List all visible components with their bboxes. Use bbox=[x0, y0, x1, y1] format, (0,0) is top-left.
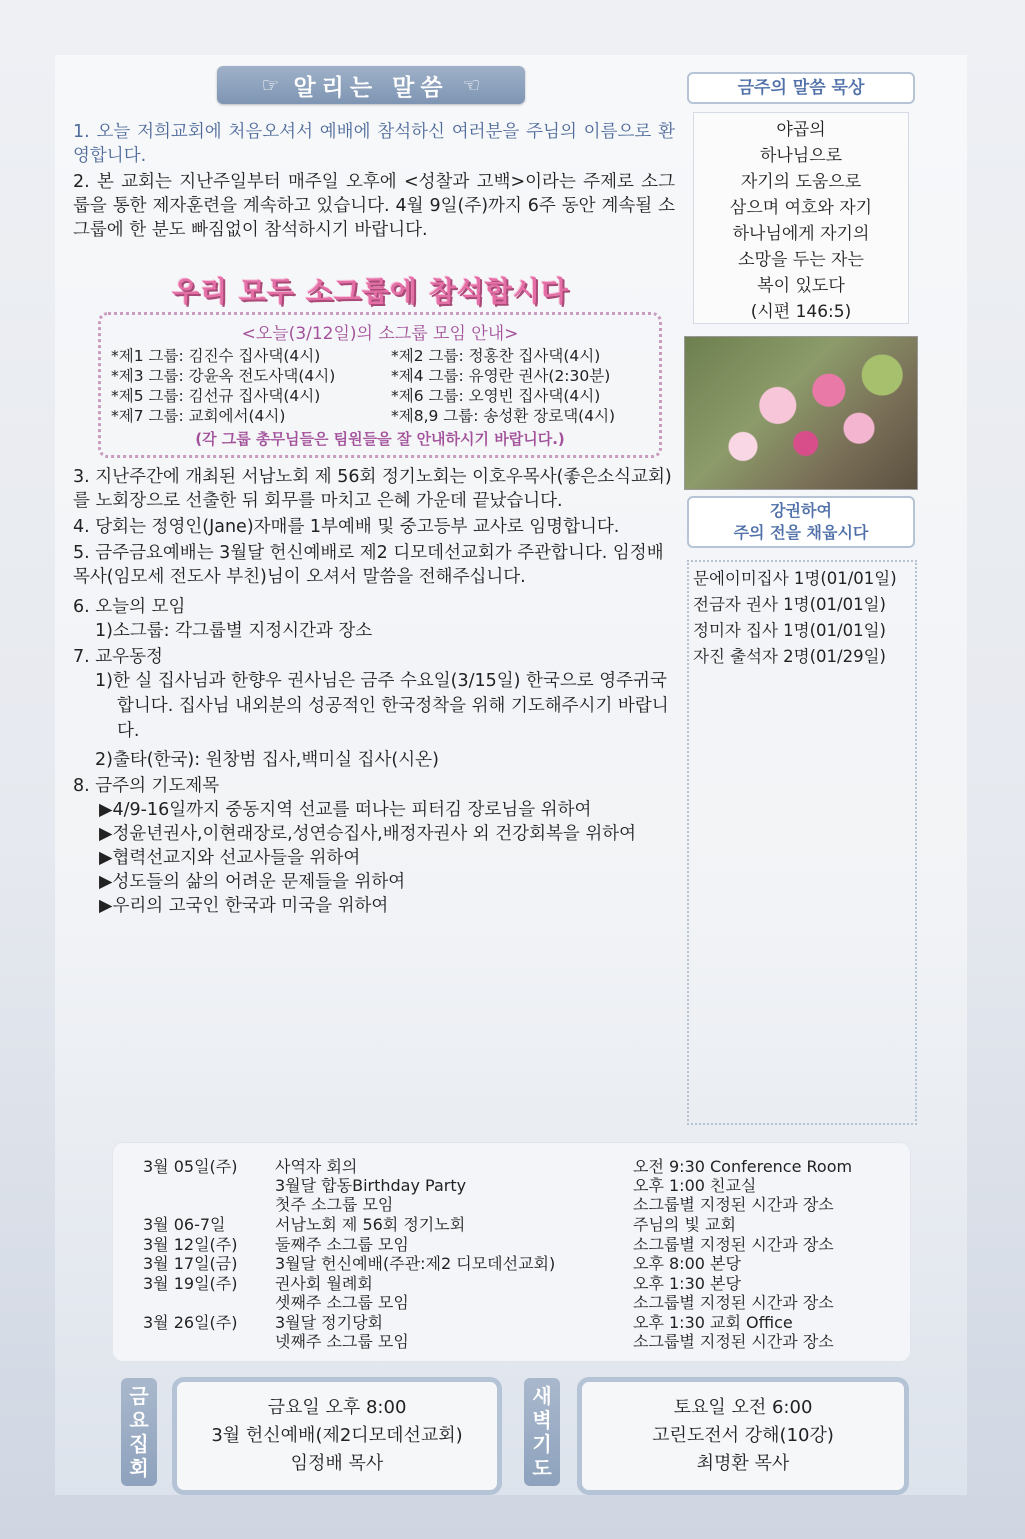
calendar-row bbox=[113, 1195, 910, 1214]
attendance-heading-line: 주의 전을 채웁시다 bbox=[733, 523, 869, 542]
prayer-item: ▶우리의 고국인 한국과 미국을 위하여 bbox=[99, 896, 389, 916]
calendar-row bbox=[113, 1176, 910, 1195]
calendar-row bbox=[113, 1274, 910, 1293]
announcement-3: 3. 지난주간에 개최된 서남노회 제 56회 정기노회는 이호우목사(좋은소식교회)를 노회장으로 선출한 뒤 회무를 마치고 은혜 가운데 끝났습니다. bbox=[73, 467, 672, 511]
calendar-time: 주님의 빛 교회 bbox=[633, 1215, 736, 1234]
label-char: 기 bbox=[532, 1432, 552, 1456]
label-char: 벽 bbox=[532, 1408, 552, 1432]
calendar-row bbox=[113, 1332, 910, 1351]
attendance-item: 자진 출석자 2명(01/29일) bbox=[693, 647, 886, 666]
dawn-prayer-label bbox=[524, 1378, 560, 1486]
verse-heading: 금주의 말씀 묵상 bbox=[687, 72, 915, 104]
calendar-time: 오후 1:30 본당 bbox=[633, 1274, 741, 1293]
calendar-row bbox=[113, 1215, 910, 1234]
friday-line: 3월 헌신예배(제2디모데선교회) bbox=[211, 1425, 463, 1446]
group-item: *제3 그룹: 강윤옥 전도사댁(4시) bbox=[111, 367, 336, 385]
group-item: *제8,9 그룹: 송성환 장로댁(4시) bbox=[391, 407, 616, 425]
small-group-subtitle: <오늘(3/12일)의 소그룹 모임 안내> bbox=[241, 324, 519, 344]
announcement-7-1: 1)한 실 집사님과 한향우 권사님은 금주 수요일(3/15일) 한국으로 영주귀국합니다. 집사님 내외분의 성공적인 한국정착을 위해 기도해주시기 바랍니다. bbox=[95, 671, 669, 741]
announcement-6-1: 1)소그룹: 각그룹별 지정시간과 장소 bbox=[95, 621, 373, 641]
announcement-8: 8. 금주의 기도제목 bbox=[73, 776, 220, 796]
label-char: 도 bbox=[532, 1456, 552, 1480]
group-item: *제6 그룹: 오영빈 집사댁(4시) bbox=[391, 387, 601, 405]
prayer-item: ▶협력선교지와 선교사들을 위하여 bbox=[99, 848, 361, 868]
announcement-6: 6. 오늘의 모임 bbox=[73, 597, 186, 617]
small-group-note: (각 그룹 총무님들은 팀원들을 잘 안내하시기 바랍니다.) bbox=[195, 430, 565, 448]
calendar-event: 서남노회 제 56회 정기노회 bbox=[275, 1215, 466, 1234]
calendar-time: 오전 9:30 Conference Room bbox=[633, 1157, 853, 1176]
calendar-event: 셋째주 소그룹 모임 bbox=[275, 1293, 409, 1312]
calendar-date: 3월 06-7일 bbox=[143, 1215, 226, 1234]
label-char: 회 bbox=[129, 1456, 149, 1480]
dawn-line: 최명환 목사 bbox=[696, 1453, 790, 1474]
dawn-prayer-box bbox=[577, 1377, 909, 1495]
verse-line: 자기의 도움으로 bbox=[740, 172, 862, 192]
calendar-date: 3월 17일(금) bbox=[143, 1254, 238, 1273]
announcement-4: 4. 당회는 정영인(Jane)자매를 1부예배 및 중고등부 교사로 임명합니다. bbox=[73, 517, 620, 537]
calendar-date: 3월 26일(주) bbox=[143, 1313, 238, 1332]
small-group-box bbox=[98, 312, 662, 458]
verse-line: 하나님에게 자기의 bbox=[732, 224, 870, 244]
group-item: *제5 그룹: 김선규 집사댁(4시) bbox=[111, 387, 321, 405]
group-item: *제1 그룹: 김진수 집사댁(4시) bbox=[111, 347, 321, 365]
verse-line: 하나님으로 bbox=[759, 146, 843, 166]
calendar-box bbox=[113, 1143, 910, 1361]
pointing-hand-right-icon: ☞ bbox=[261, 73, 280, 97]
attendance-heading bbox=[687, 496, 915, 548]
calendar-date: 3월 12일(주) bbox=[143, 1235, 238, 1254]
group-item: *제4 그룹: 유영란 권사(2:30분) bbox=[391, 367, 611, 385]
calendar-row bbox=[113, 1313, 910, 1332]
label-char: 요 bbox=[129, 1408, 149, 1432]
label-char: 금 bbox=[129, 1384, 149, 1408]
prayer-item: ▶정윤년권사,이현래장로,성연승집사,배정자권사 외 건강회복을 위하여 bbox=[99, 824, 637, 844]
banner-title: 알리는 말씀 bbox=[293, 74, 449, 101]
calendar-row bbox=[113, 1254, 910, 1273]
prayer-item: ▶4/9-16일까지 중동지역 선교를 떠나는 피터김 장로님을 위하여 bbox=[99, 800, 592, 820]
calendar-event: 첫주 소그룹 모임 bbox=[275, 1195, 394, 1214]
attendance-heading-line: 강권하여 bbox=[770, 501, 832, 520]
flower-photo bbox=[684, 336, 918, 490]
friday-line: 금요일 오후 8:00 bbox=[267, 1397, 407, 1418]
calendar-time: 오후 1:00 친교실 bbox=[633, 1176, 757, 1195]
announcement-5: 5. 금주금요예배는 3월달 헌신예배로 제2 디모데선교회가 주관합니다. 임정배 목사(임모세 전도사 부친)님이 오셔서 말씀을 전해주십니다. bbox=[73, 543, 664, 587]
group-item: *제7 그룹: 교회에서(4시) bbox=[111, 407, 286, 425]
announcements-bottom bbox=[73, 465, 675, 918]
announcement-2: 2. 본 교회는 지난주일부터 매주일 오후에 <성찰과 고백>이라는 주제로 소그룹을 통한 제자훈련을 계속하고 있습니다. 4월 9일(주)까지 6주 동안 계속될 소그룹에 한 분도 빠짐없이 참석하시기 바랍니다. bbox=[73, 172, 675, 240]
verse-line: 복이 있도다 bbox=[757, 276, 845, 296]
calendar-row bbox=[113, 1235, 910, 1254]
announcement-1: 1. 오늘 저희교회에 처음오셔서 예배에 참석하신 여러분을 주님의 이름으로 환영합니다. bbox=[73, 122, 675, 166]
calendar-event: 사역자 회의 bbox=[275, 1157, 358, 1176]
attendance-item: 문에이미집사 1명(01/01일) bbox=[693, 569, 897, 588]
calendar-time: 소그룹별 지정된 시간과 장소 bbox=[633, 1235, 834, 1254]
calendar-event: 권사회 월례회 bbox=[275, 1274, 373, 1293]
calendar-event: 3월달 합동Birthday Party bbox=[275, 1176, 467, 1195]
calendar-time: 오후 1:30 교회 Office bbox=[633, 1313, 793, 1332]
friday-line: 임정배 목사 bbox=[290, 1453, 384, 1474]
group-item: *제2 그룹: 정홍찬 집사댁(4시) bbox=[391, 347, 601, 365]
calendar-event: 3월달 헌신예배(주관:제2 디모데선교회) bbox=[275, 1254, 556, 1273]
calendar-event: 둘째주 소그룹 모임 bbox=[275, 1235, 409, 1254]
friday-meeting-label bbox=[121, 1378, 157, 1486]
verse-box bbox=[693, 112, 909, 324]
verse-line: 삼으며 여호와 자기 bbox=[729, 198, 873, 218]
calendar-event: 3월달 정기당회 bbox=[275, 1313, 384, 1332]
label-char: 새 bbox=[532, 1384, 552, 1408]
calendar-date: 3월 19일(주) bbox=[143, 1274, 238, 1293]
announcements-banner bbox=[217, 66, 525, 104]
calendar-time: 소그룹별 지정된 시간과 장소 bbox=[633, 1332, 834, 1351]
dawn-line: 토요일 오전 6:00 bbox=[673, 1397, 813, 1418]
attendance-box bbox=[687, 560, 917, 1125]
calendar-date: 3월 05일(주) bbox=[143, 1157, 238, 1176]
small-group-title: 우리 모두 소그룹에 참석합시다 bbox=[172, 275, 569, 308]
announcement-7: 7. 교우동정 bbox=[73, 647, 163, 667]
verse-line: 야곱의 bbox=[776, 120, 826, 140]
calendar-time: 소그룹별 지정된 시간과 장소 bbox=[633, 1195, 834, 1214]
friday-meeting-box bbox=[172, 1377, 502, 1495]
calendar-event: 넷째주 소그룹 모임 bbox=[275, 1332, 409, 1351]
calendar-row bbox=[113, 1293, 910, 1312]
prayer-item: ▶성도들의 삶의 어려운 문제들을 위하여 bbox=[99, 872, 406, 892]
dawn-line: 고린도전서 강해(10강) bbox=[652, 1425, 834, 1446]
verse-line: 소망을 두는 자는 bbox=[738, 250, 864, 270]
verse-reference: (시편 146:5) bbox=[750, 302, 852, 322]
small-group-list bbox=[111, 346, 649, 426]
attendance-item: 전금자 권사 1명(01/01일) bbox=[693, 595, 886, 614]
calendar-time: 오후 8:00 본당 bbox=[633, 1254, 741, 1273]
attendance-item: 정미자 집사 1명(01/01일) bbox=[693, 621, 886, 640]
calendar-time: 소그룹별 지정된 시간과 장소 bbox=[633, 1293, 834, 1312]
announcement-7-2: 2)출타(한국): 원창범 집사,백미실 집사(시온) bbox=[95, 750, 439, 770]
calendar-row bbox=[113, 1157, 910, 1176]
label-char: 집 bbox=[129, 1432, 149, 1456]
pointing-hand-left-icon: ☜ bbox=[462, 73, 481, 97]
announcements-top bbox=[73, 120, 675, 242]
